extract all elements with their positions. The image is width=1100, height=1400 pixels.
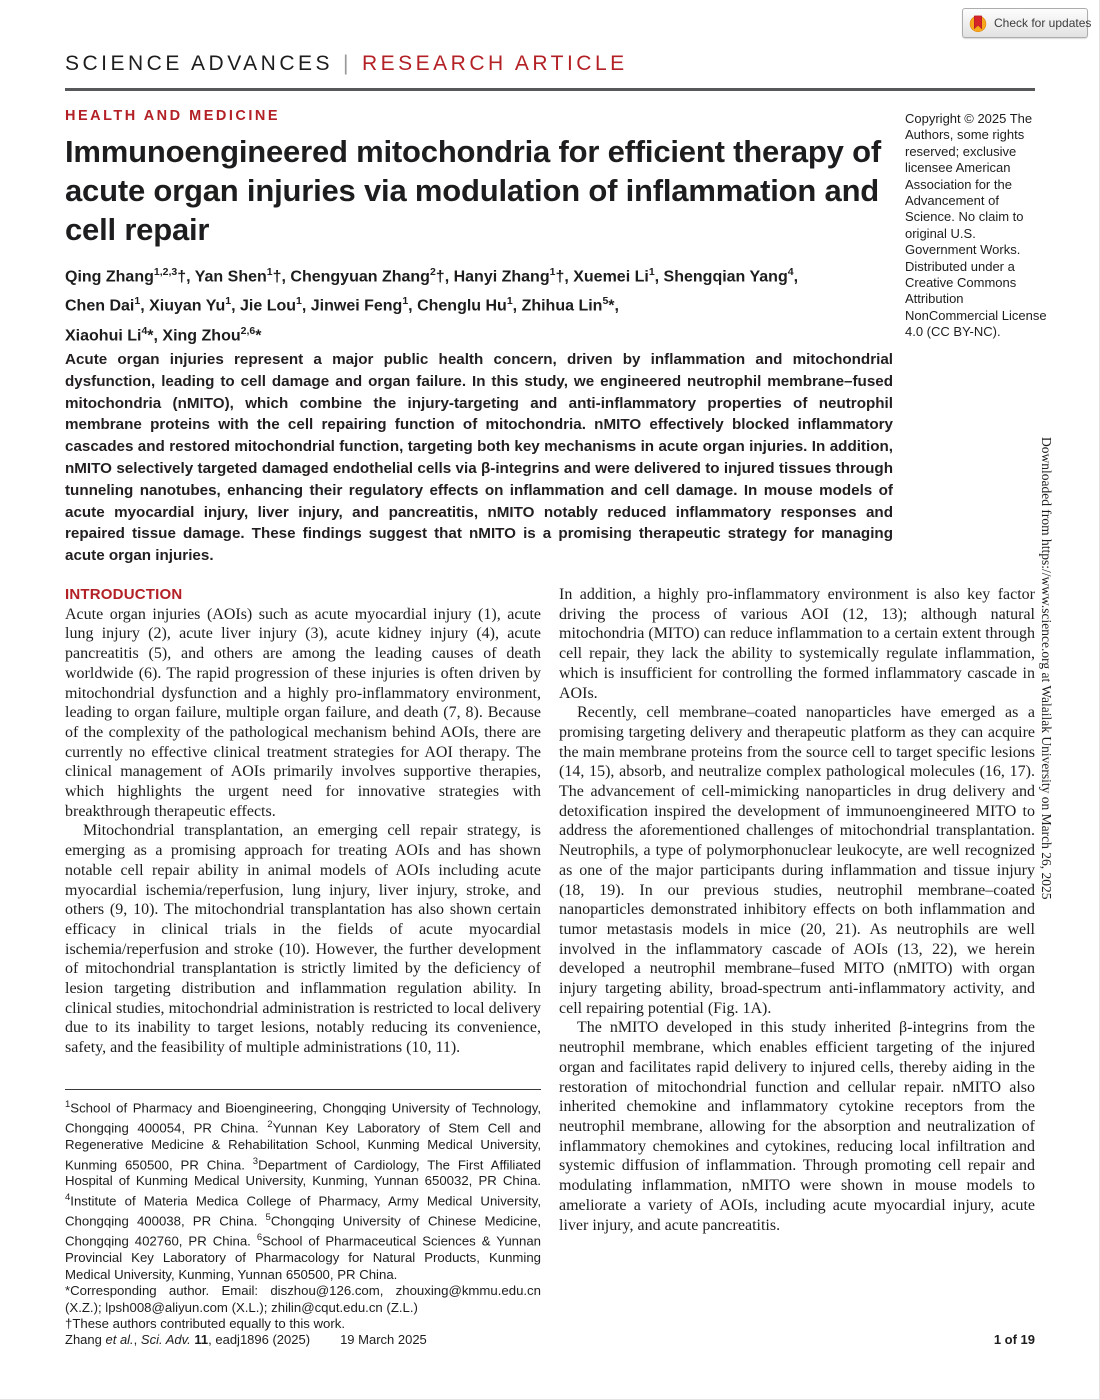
article-type-label: RESEARCH ARTICLE <box>361 52 628 75</box>
corresponding-author-footnote: *Corresponding author. Email: diszhou@126.com, zhouxing@kmmu.edu.cn (X.Z.); lpsh008@aliyun.com (X.L.); zhilin@cqut.edu.cn (Z.L.) <box>65 1283 541 1315</box>
body-paragraph: The nMITO developed in this study inherited β-integrins from the neutrophil membrane, which enables efficient targeting of the injured organ and facilitates rapid delivery to injured cells, thereby aiding in the restoration of mitochondrial function and cellular repair. nMITO also inherited chemokine and inflammatory cytokine receptors from the neutrophil membrane, allowing for the absorption and neutralization of inflammatory chemokines and cytokines, reducing local infiltration and systemic diffusion of inflammation. Through promoting cell repair and modulating inflammation, nMITO were shown in mouse models to ameliorate a variety of AOIs, including acute myocardial injury, acute liver injury, and acute pancreatitis. <box>559 1019 1035 1234</box>
abstract-text: Acute organ injuries represent a major public health concern, driven by inflammation and mitochondrial dysfunction, leading to cell damage and organ failure. In this study, we engineered neutrophil membrane–fused mitochondria (nMITO), which combine the injury-targeting and anti-inflammatory properties of neutrophil membrane proteins with the cell repairing function of mitochondria. nMITO effectively blocked inflammatory cascades and restored mitochondrial function, targeting both key mechanisms in acute organ injuries. In addition, nMITO selectively targeted damaged endothelial cells via β-integrins and were delivered to injured tissues through tunneling nanotubes, enhancing their regulatory effects on inflammation and cell damage. In mouse models of acute myocardial injury, liver injury, and pancreatitis, nMITO notably reduced inflammatory responses and repaired tissue damage. These findings suggest that nMITO is a promising therapeutic strategy for managing acute organ injuries. <box>65 351 893 565</box>
equal-contribution-footnote: †These authors contributed equally to this work. <box>65 1316 346 1332</box>
page-number: 1 of 19 <box>993 1332 1035 1347</box>
check-for-updates-label: Check for updates <box>994 16 1092 30</box>
left-column-paragraphs <box>65 605 541 1058</box>
footnote-block <box>65 1089 541 1333</box>
author-list <box>65 260 899 348</box>
footer-citation: Zhang et al., Sci. Adv. 11, eadj1896 (2025) 19 March 2025 <box>65 1332 427 1347</box>
masthead-separator: | <box>343 52 352 75</box>
author-line: Chen Dai$^1$, Xiuyan Yu$^1$, Jie Lou$^1$, Jinwei Feng$^1$, Chenglu Hu$^1$, Zhihua Lin$^5$*, <box>65 295 619 315</box>
crossmark-bookmark-icon <box>968 13 988 33</box>
right-column <box>559 585 1035 1333</box>
check-for-updates-button[interactable] <box>962 8 1092 38</box>
body-paragraph: Recently, cell membrane–coated nanoparticles have emerged as a promising targeting delivery and therapeutic platform as they can acquire the main membrane proteins from the source cell to target specific lesions (14, 15), absorb, and neutralize complex pathological molecules (16, 17). The advancement of cell-mimicking nanoparticles in drug delivery and detoxification inspired the development of immunoengineered MITO to address the aforementioned challenges of mitochondrial transplantation. Neutrophils, a type of polymorphonuclear leukocyte, are well recognized as one of the major participants during inflammation and tissue injury (18, 19). In our previous studies, neutrophil membrane–coated nanoparticles demonstrated inhibitory effects on both inflammation and tumor metastasis models in mice (20, 21). As neutrophils are well involved in the inflammatory cascade of AOIs (13, 22), we herein developed a neutrophil membrane–fused MITO (nMITO) with organ injury targeting ability, broad-spectrum anti-inflammatory activity, and cell repairing potential (Fig. 1A). <box>559 704 1035 1017</box>
copyright-notice: Copyright © 2025 The Authors, some rights reserved; exclusive licensee American Association for the Advancement of Science. No claim to original U.S. Government Works. Distributed under a Creative Commons Attribution NonCommercial License 4.0 (CC BY-NC). <box>905 111 1047 340</box>
masthead-rule <box>65 88 1035 91</box>
footer-date: 19 March 2025 <box>340 1332 427 1347</box>
left-column <box>65 585 541 1333</box>
affiliations-footnote: $^1$School of Pharmacy and Bioengineering, Chongqing University of Technology, Chongqing 400054, PR China. $^2$Yunnan Key Laboratory of Stem Cell and Regenerative Medicine & Rehabilitation School, Kunming Medical University, Kunming 650500, PR China. $^3$Department of Cardiology, The First Affiliated Hospital of Kunming Medical University, Kunming, Yunnan 650032, PR China. $^4$Institute of Materia Medica College of Pharmacy, Army Medical University, Chongqing 400038, PR China. $^5$Chongqing University of Chinese Medicine, Chongqing 402760, PR China. $^6$School of Pharmaceutical Sciences & Yunnan Provincial Key Laboratory of Pharmacology for Natural Products, Kunming Medical University, Kunming, Yunnan 650500, PR China. <box>65 1098 541 1282</box>
section-heading-introduction: INTRODUCTION <box>65 586 183 603</box>
right-column-paragraphs <box>559 585 1035 1235</box>
author-line: Qing Zhang$^{1,2,3}$†, Yan Shen$^1$†, Chengyuan Zhang$^2$†, Hanyi Zhang$^1$†, Xuemei Li$^1$, Shengqian Yang$^4$, <box>65 266 799 286</box>
article-title: Immunoengineered mitochondria for efficient therapy of acute organ injuries via modulation of inflammation and cell repair <box>65 134 881 247</box>
body-paragraph: Mitochondrial transplantation, an emerging cell repair strategy, is emerging as a promising approach for treating AOIs and has shown notable cell repair ability in animal models of AOIs including acute myocardial ischemia/reperfusion, lung injury, liver injury, stroke, and others (9, 10). The mitochondrial transplantation has also shown certain efficacy in clinical trials in the fields of acute myocardial ischemia/reperfusion and stroke (10). However, the further development of mitochondrial transplantation is strictly limited by the deficiency of lesion targeting distribution and inflammation regulation ability. In clinical studies, mitochondrial administration is restricted to local delivery due to its inability to target lesions, notably reducing its convenience, safety, and the feasibility of multiple administrations (10, 11). <box>65 822 541 1057</box>
author-line: Xiaohui Li$^4$*, Xing Zhou$^{2,6}$* <box>65 324 262 344</box>
journal-name: SCIENCE ADVANCES <box>65 52 333 75</box>
body-paragraph: Acute organ injuries (AOIs) such as acute myocardial injury (1), acute lung injury (2), acute liver injury (3), acute kidney injury (4), acute pancreatitis (5), and others are among the leading causes of death worldwide (6). The rapid progression of these injuries is often driven by mitochondrial dysfunction and a highly pro-inflammatory environment, leading to organ failure, multiple organ failure, and death (7, 8). Because of the complexity of the pathological mechanism behind AOIs, there are currently no effective clinical treatment strategies for AOI therapy. The clinical management of AOIs primarily involves supportive therapies, which highlights the urgent need for innovative strategies with breakthrough therapeutic effects. <box>65 605 541 820</box>
download-provenance-note: Downloaded from https://www.science.org at Walailak University on March 26, 2025 <box>1039 437 1054 900</box>
body-paragraph: In addition, a highly pro-inflammatory environment is also key factor driving the process of various AOI (12, 13); although natural mitochondria (MITO) can reduce inflammation to a certain extent through cell repair, they lack the ability to systemically regulate inflammation, which is insufficient for controlling the formed inflammatory cascade in AOIs. <box>559 586 1035 702</box>
footnote-rule <box>65 1089 541 1090</box>
page-footer <box>65 1332 1035 1347</box>
journal-masthead <box>65 52 628 76</box>
subject-category: HEALTH AND MEDICINE <box>65 108 281 124</box>
article-body <box>65 585 1035 1333</box>
